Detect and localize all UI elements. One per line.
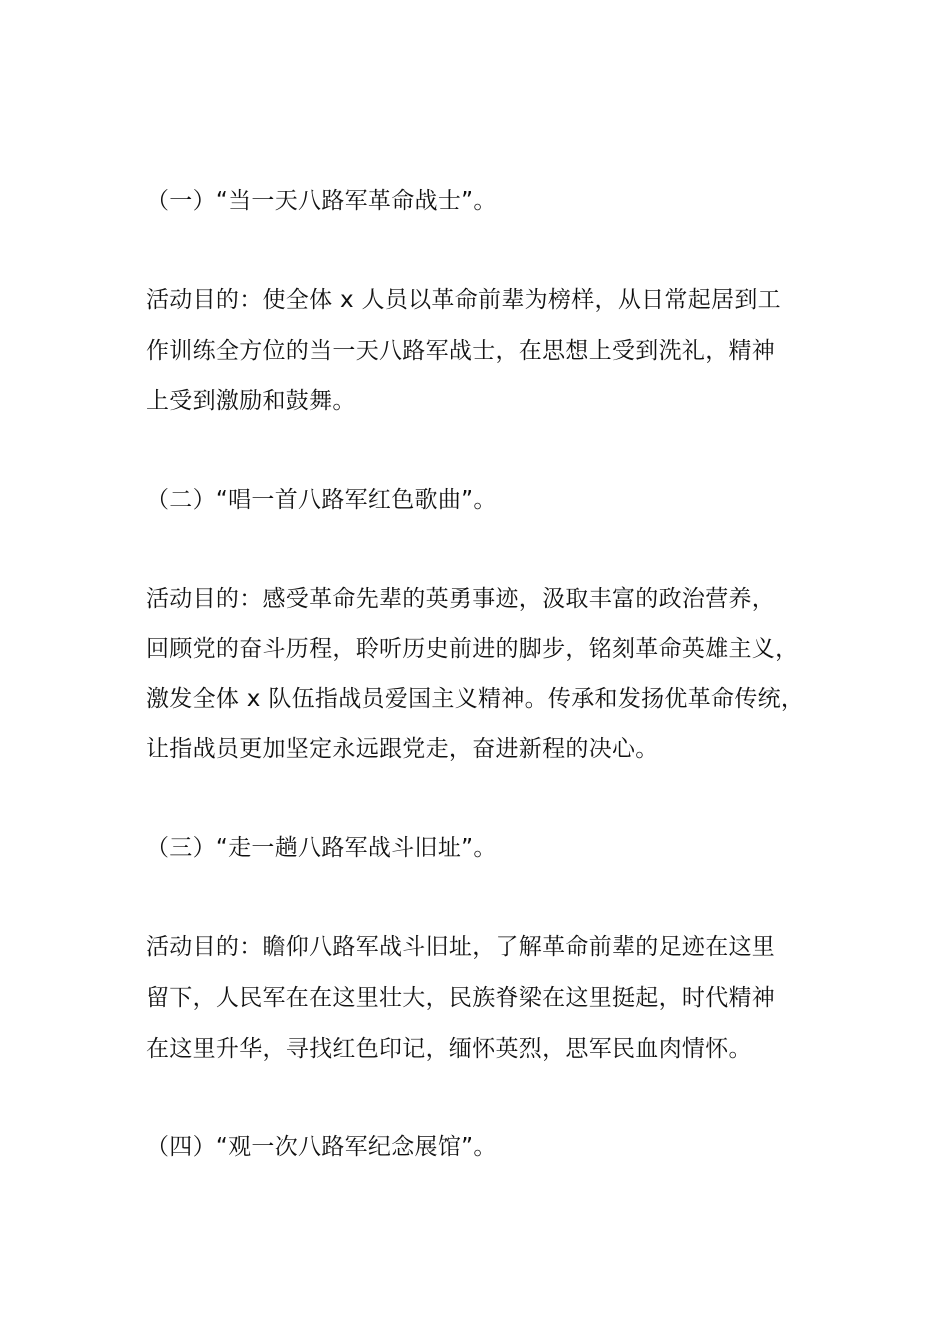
section-3-body-line-2: 留下，人民军在在这里壮大，民族脊梁在这里挺起，时代精神 — [146, 985, 776, 1011]
section-2-body-line-4: 让指战员更加坚定永远跟党走，奋进新程的决心。 — [146, 736, 659, 762]
section-2-body-line-3: 激发全体 x 队伍指战员爱国主义精神。传承和发扬优革命传统， — [146, 686, 805, 712]
section-2-body-line-2: 回顾党的奋斗历程，聆听历史前进的脚步，铭刻革命英雄主义， — [146, 636, 799, 662]
section-2-heading: （二）“唱一首八路军红色歌曲”。 — [146, 487, 497, 513]
section-4-heading: （四）“观一次八路军纪念展馆”。 — [146, 1134, 497, 1160]
section-1-body-line-2: 作训练全方位的当一天八路军战士，在思想上受到洗礼，精神 — [146, 338, 776, 364]
section-3-body-line-1: 活动目的：瞻仰八路军战斗旧址，了解革命前辈的足迹在这里 — [146, 934, 776, 960]
section-1-heading: （一）“当一天八路军革命战士”。 — [146, 188, 497, 214]
section-2-body-line-1: 活动目的：感受革命先辈的英勇事迹，汲取丰富的政治营养， — [146, 586, 776, 612]
section-1-body-line-1: 活动目的：使全体 x 人员以革命前辈为榜样，从日常起居到工 — [146, 287, 781, 313]
section-3-body-line-3: 在这里升华，寻找红色印记，缅怀英烈，思军民血肉情怀。 — [146, 1036, 752, 1062]
section-1-body-line-3: 上受到激励和鼓舞。 — [146, 388, 356, 414]
section-3-heading: （三）“走一趟八路军战斗旧址”。 — [146, 835, 497, 861]
